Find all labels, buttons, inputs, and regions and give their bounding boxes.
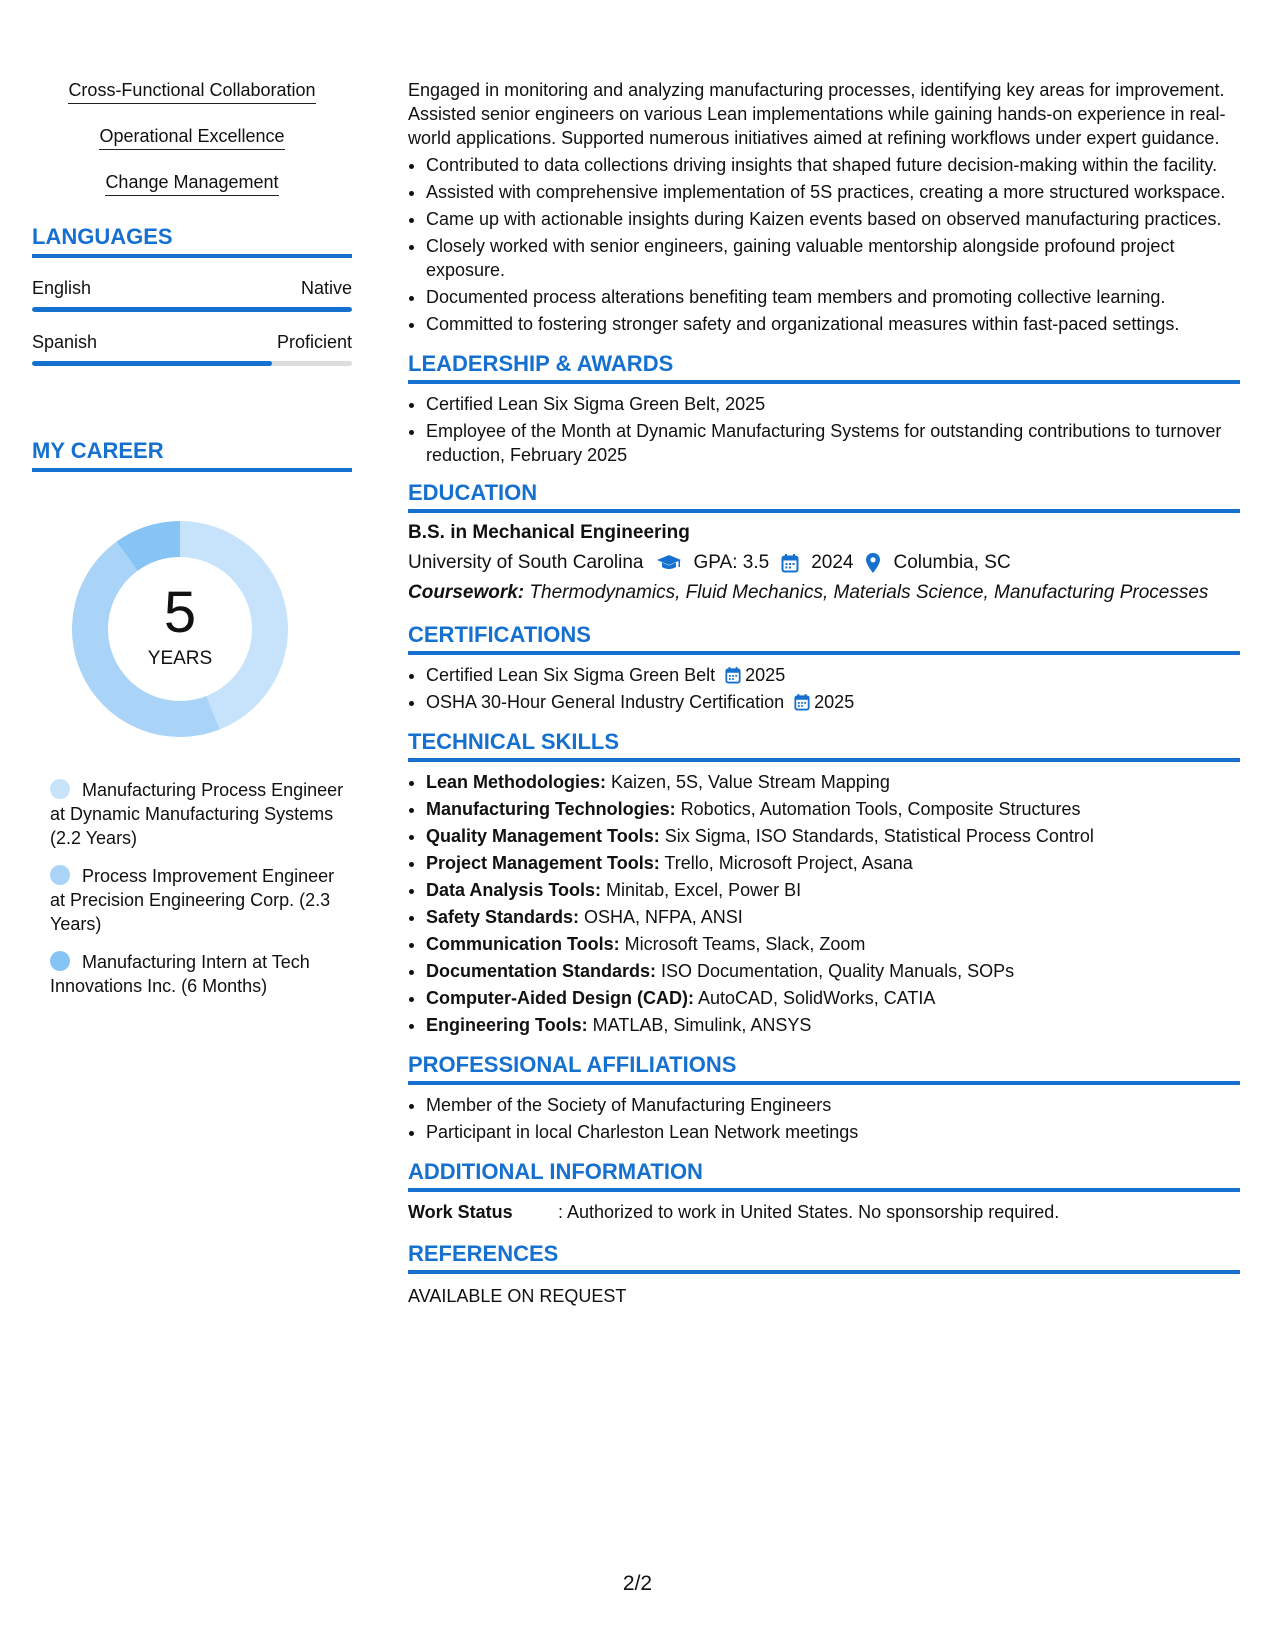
certifications-heading: CERTIFICATIONS: [408, 623, 1240, 655]
affiliations-heading: PROFESSIONAL AFFILIATIONS: [408, 1053, 1240, 1085]
technical-skill-item: • Quality Management Tools: Six Sigma, ISO Standards, Statistical Process Control: [426, 824, 1240, 848]
technical-skill-item: • Lean Methodologies: Kaizen, 5S, Value Stream Mapping: [426, 770, 1240, 794]
calendar-icon: [781, 553, 799, 573]
languages-section: [32, 224, 352, 366]
references-heading: REFERENCES: [408, 1242, 1240, 1274]
certification-item: • Certified Lean Six Sigma Green Belt 2025: [426, 663, 1240, 687]
technical-skill-item: • Manufacturing Technologies: Robotics, Automation Tools, Composite Structures: [426, 797, 1240, 821]
certifications-section: [408, 623, 1240, 714]
language-level: Proficient: [276, 332, 352, 352]
language-name: Spanish: [32, 332, 98, 352]
leadership-heading: LEADERSHIP & AWARDS: [408, 352, 1240, 384]
work-status-row: [408, 1200, 1240, 1224]
school-location: Columbia, SC: [893, 552, 1011, 573]
technical-skills-heading: TECHNICAL SKILLS: [408, 730, 1240, 762]
career-total-unit: YEARS: [147, 648, 213, 669]
technical-skills-section: [408, 730, 1240, 1037]
education-details: [408, 551, 1240, 575]
page-number: 2/2: [622, 1572, 653, 1595]
additional-info-heading: ADDITIONAL INFORMATION: [408, 1160, 1240, 1192]
career-heading: MY CAREER: [32, 438, 352, 472]
education-heading: EDUCATION: [408, 481, 1240, 513]
technical-skill-item: • Documentation Standards: ISO Documentation, Quality Manuals, SOPs: [426, 959, 1240, 983]
affiliations-section: [408, 1053, 1240, 1144]
experience-bullet: • Came up with actionable insights during Kaizen events based on observed manufacturing practices.: [426, 207, 1240, 231]
career-legend: [32, 778, 350, 998]
career-legend-item: Manufacturing Intern at Tech Innovations Inc. (6 Months): [50, 952, 310, 996]
technical-skill-item: • Computer-Aided Design (CAD): AutoCAD, SolidWorks, CATIA: [426, 986, 1240, 1010]
work-status-label: Work Status: [408, 1202, 513, 1222]
experience-bullet: • Assisted with comprehensive implementation of 5S practices, creating a more structured workspace.: [426, 180, 1240, 204]
technical-skill-item: • Safety Standards: OSHA, NFPA, ANSI: [426, 905, 1240, 929]
language-bar-fill: [32, 307, 352, 312]
experience-summary: Engaged in monitoring and analyzing manufacturing processes, identifying key areas for improvement. Assisted senior engineers on various Lean implementations while gaining hands-on experience in real-world applications. Supported numerous initiatives aimed at refining workflows under expert guidance.: [408, 80, 1226, 148]
legend-dot-icon: [50, 865, 70, 885]
experience-bullet: • Documented process alterations benefiting team members and promoting collective learning.: [426, 285, 1240, 309]
leadership-item: • Employee of the Month at Dynamic Manufacturing Systems for outstanding contributions to turnover reduction, February 2025: [426, 419, 1240, 467]
references-text: AVAILABLE ON REQUEST: [408, 1286, 627, 1306]
degree: B.S. in Mechanical Engineering: [408, 522, 690, 543]
affiliation-item: • Participant in local Charleston Lean Network meetings: [426, 1120, 1240, 1144]
certification-item: • OSHA 30-Hour General Industry Certification 2025: [426, 690, 1240, 714]
calendar-icon: [725, 666, 741, 684]
language-name: English: [32, 278, 92, 298]
language-bar-fill: [32, 361, 272, 366]
legend-dot-icon: [50, 951, 70, 971]
education-section: [408, 481, 1240, 605]
language-level: Native: [300, 278, 352, 298]
skill-item: Cross-Functional Collaboration: [32, 78, 352, 104]
location-pin-icon: [865, 552, 881, 574]
work-status-value: : Authorized to work in United States. No sponsorship required.: [558, 1202, 1060, 1222]
language-bar: [32, 361, 352, 366]
experience-bullet: • Closely worked with senior engineers, gaining valuable mentorship alongside profound project exposure.: [426, 234, 1240, 282]
gpa: GPA: 3.5: [693, 552, 770, 573]
legend-dot-icon: [50, 779, 70, 799]
additional-info-section: [408, 1160, 1240, 1224]
career-section: [32, 438, 352, 998]
graduation-cap-icon: [656, 553, 682, 573]
experience-section: [408, 78, 1240, 336]
experience-bullet: • Contributed to data collections driving insights that shaped future decision-making within the facility.: [426, 153, 1240, 177]
main-content: [408, 78, 1240, 1308]
affiliation-item: • Member of the Society of Manufacturing Engineers: [426, 1093, 1240, 1117]
leadership-item: • Certified Lean Six Sigma Green Belt, 2025: [426, 392, 1240, 416]
languages-heading: LANGUAGES: [32, 224, 352, 258]
skill-list: [32, 78, 352, 196]
career-legend-item: Manufacturing Process Engineer at Dynamic Manufacturing Systems (2.2 Years): [50, 780, 344, 848]
career-donut-chart: [65, 514, 295, 744]
career-legend-item: Process Improvement Engineer at Precision Engineering Corp. (2.3 Years): [50, 866, 335, 934]
sidebar: [32, 78, 352, 1012]
skill-item: Operational Excellence: [32, 124, 352, 150]
language-item: [32, 332, 352, 366]
experience-bullet: • Committed to fostering stronger safety and organizational measures within fast-paced settings.: [426, 312, 1240, 336]
experience-bullets: [408, 153, 1240, 336]
coursework: Coursework: Thermodynamics, Fluid Mechanics, Materials Science, Manufacturing Processes: [408, 582, 1209, 603]
leadership-section: [408, 352, 1240, 467]
technical-skill-item: • Project Management Tools: Trello, Microsoft Project, Asana: [426, 851, 1240, 875]
career-total-years: 5: [163, 580, 197, 645]
technical-skill-item: • Engineering Tools: MATLAB, Simulink, ANSYS: [426, 1013, 1240, 1037]
graduation-year: 2024: [811, 552, 854, 573]
language-bar: [32, 307, 352, 312]
school-name: University of South Carolina: [408, 552, 644, 573]
technical-skills-list: [408, 770, 1240, 1037]
technical-skill-item: • Data Analysis Tools: Minitab, Excel, Power BI: [426, 878, 1240, 902]
calendar-icon: [794, 693, 810, 711]
language-item: [32, 278, 352, 312]
references-section: [408, 1242, 1240, 1308]
technical-skill-item: • Communication Tools: Microsoft Teams, Slack, Zoom: [426, 932, 1240, 956]
skill-item: Change Management: [32, 170, 352, 196]
